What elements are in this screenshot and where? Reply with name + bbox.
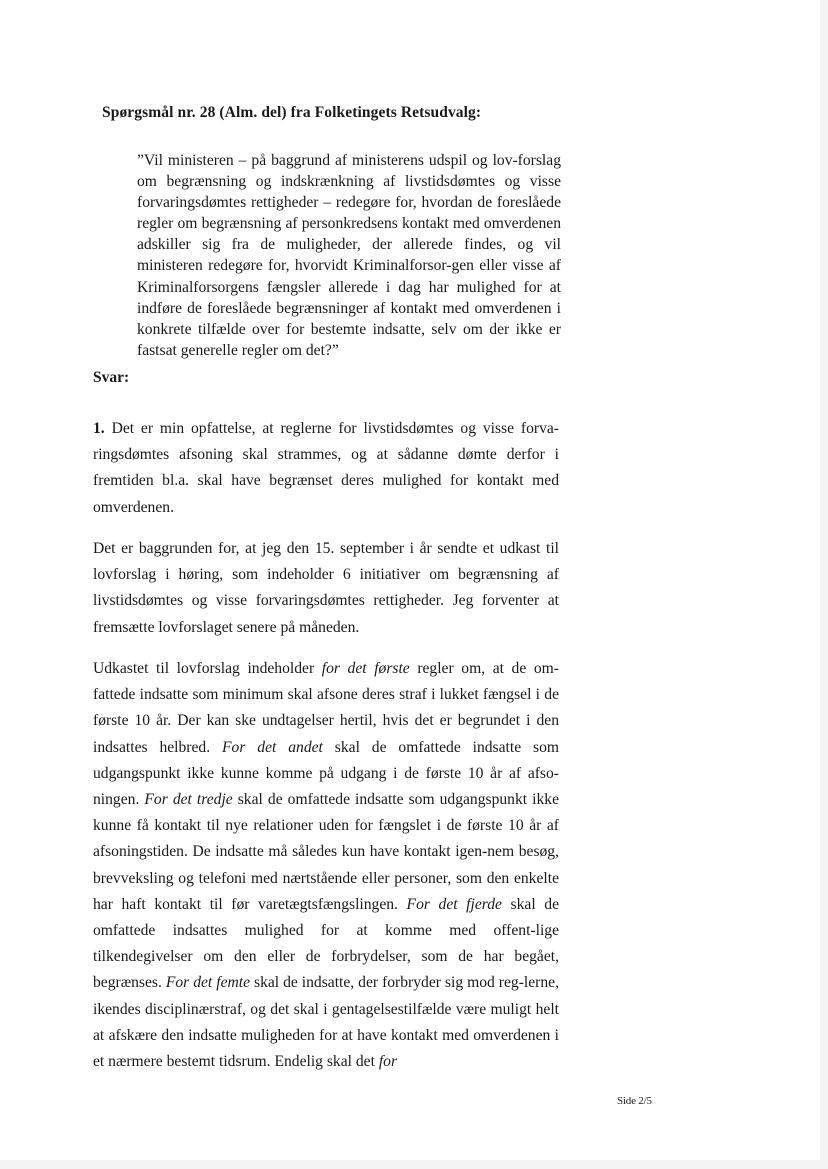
answer-paragraph-3 bbox=[93, 656, 559, 1075]
emphasis-text: For det tredje bbox=[144, 791, 233, 809]
answer-paragraph-1 bbox=[93, 416, 559, 521]
question-quote: ”Vil ministeren – på baggrund af ministerens udspil og lov-forslag om begrænsning og indskrænkning af livstidsdømtes og visse forvaringsdømtes rettigheder – redegøre for, hvordan de foreslåede regler om begrænsning af personkredsens kontakt med omverdenen adskiller sig fra de muligheder, der allerede findes, og vil ministeren redegøre for, hvorvidt Kriminalforsor-gen eller visse af Kriminalforsorgens fængsler allerede i dag har mulighed for at indføre de foreslåede begrænsninger af kontakt med omverdenen i konkrete tilfælde over for bestemte indsatte, selv om der ikke er fastsat generelle regler om det?” bbox=[137, 152, 561, 359]
paragraph-text: skal de omfattede indsatte som udgangspunkt ikke kunne komme på udgang i de første 10 år af afso-ningen. bbox=[93, 738, 560, 809]
question-heading: Spørgsmål nr. 28 (Alm. del) fra Folketingets Retsudvalg: bbox=[102, 104, 482, 121]
page-number: Side 2/5 bbox=[617, 1095, 652, 1107]
paragraph-number: 1. bbox=[93, 420, 105, 437]
paragraph-text: skal de indsatte, der forbryder sig mod reg-lerne, ikendes disciplinærstraf, og det skal i gentagelsestilfælde være muligt helt at afskære den indsatte muligheden for at have kontakt med omverdenen i et nærmere bestemt tidsrum. Endelig skal det bbox=[93, 974, 559, 1071]
answer-paragraph-2: Det er baggrunden for, at jeg den 15. september i år sendte et udkast til lovforslag i høring, som indeholder 6 initiativer om begrænsning af livstidsdømtes og visse forvaringsdømtes rettigheder. Jeg forventer at fremsætte lovforslaget senere på måneden. bbox=[93, 540, 559, 636]
paragraph-text: Udkastet til lovforslag indeholder bbox=[93, 660, 322, 677]
paragraph-text: regler om, at de om-fattede indsatte som minimum skal afsone deres straf i lukket fængsel i de første 10 år. Der kan ske undtagelser hertil, hvis det er begrundet i den indsattes helbred. bbox=[93, 660, 559, 756]
paragraph-text: skal de omfattede indsatte som udgangspunkt ikke kunne få kontakt til nye relationer uden for fængslet i de første 10 år af afsoningstiden. De indsatte må således kun have kontakt igen-nem besøg, brevveksling og telefoni med nærtstående eller personer, som den enkelte har haft kontakt til før varetægtsfængslingen. bbox=[93, 791, 559, 913]
emphasis-text: For det fjerde bbox=[406, 895, 502, 913]
paragraph-text: Det er min opfattelse, at reglerne for livstidsdømtes og visse forva-ringsdømtes afsoning skal strammes, og at sådanne dømte derfor i fremtiden bl.a. skal have begrænset deres mulighed for kontakt med omverdenen. bbox=[93, 420, 559, 516]
emphasis-text: For det andet bbox=[222, 738, 323, 756]
emphasis-text: for det første bbox=[321, 660, 410, 677]
emphasis-text: For det femte bbox=[165, 974, 251, 992]
answer-label: Svar: bbox=[93, 369, 130, 386]
emphasis-text: for bbox=[378, 1053, 398, 1071]
paragraph-text: skal de omfattede indsattes mulighed for at komme med offent-lige tilkendegivelser om den eller de forbrydelser, som de har begået, begrænses. bbox=[93, 895, 559, 992]
